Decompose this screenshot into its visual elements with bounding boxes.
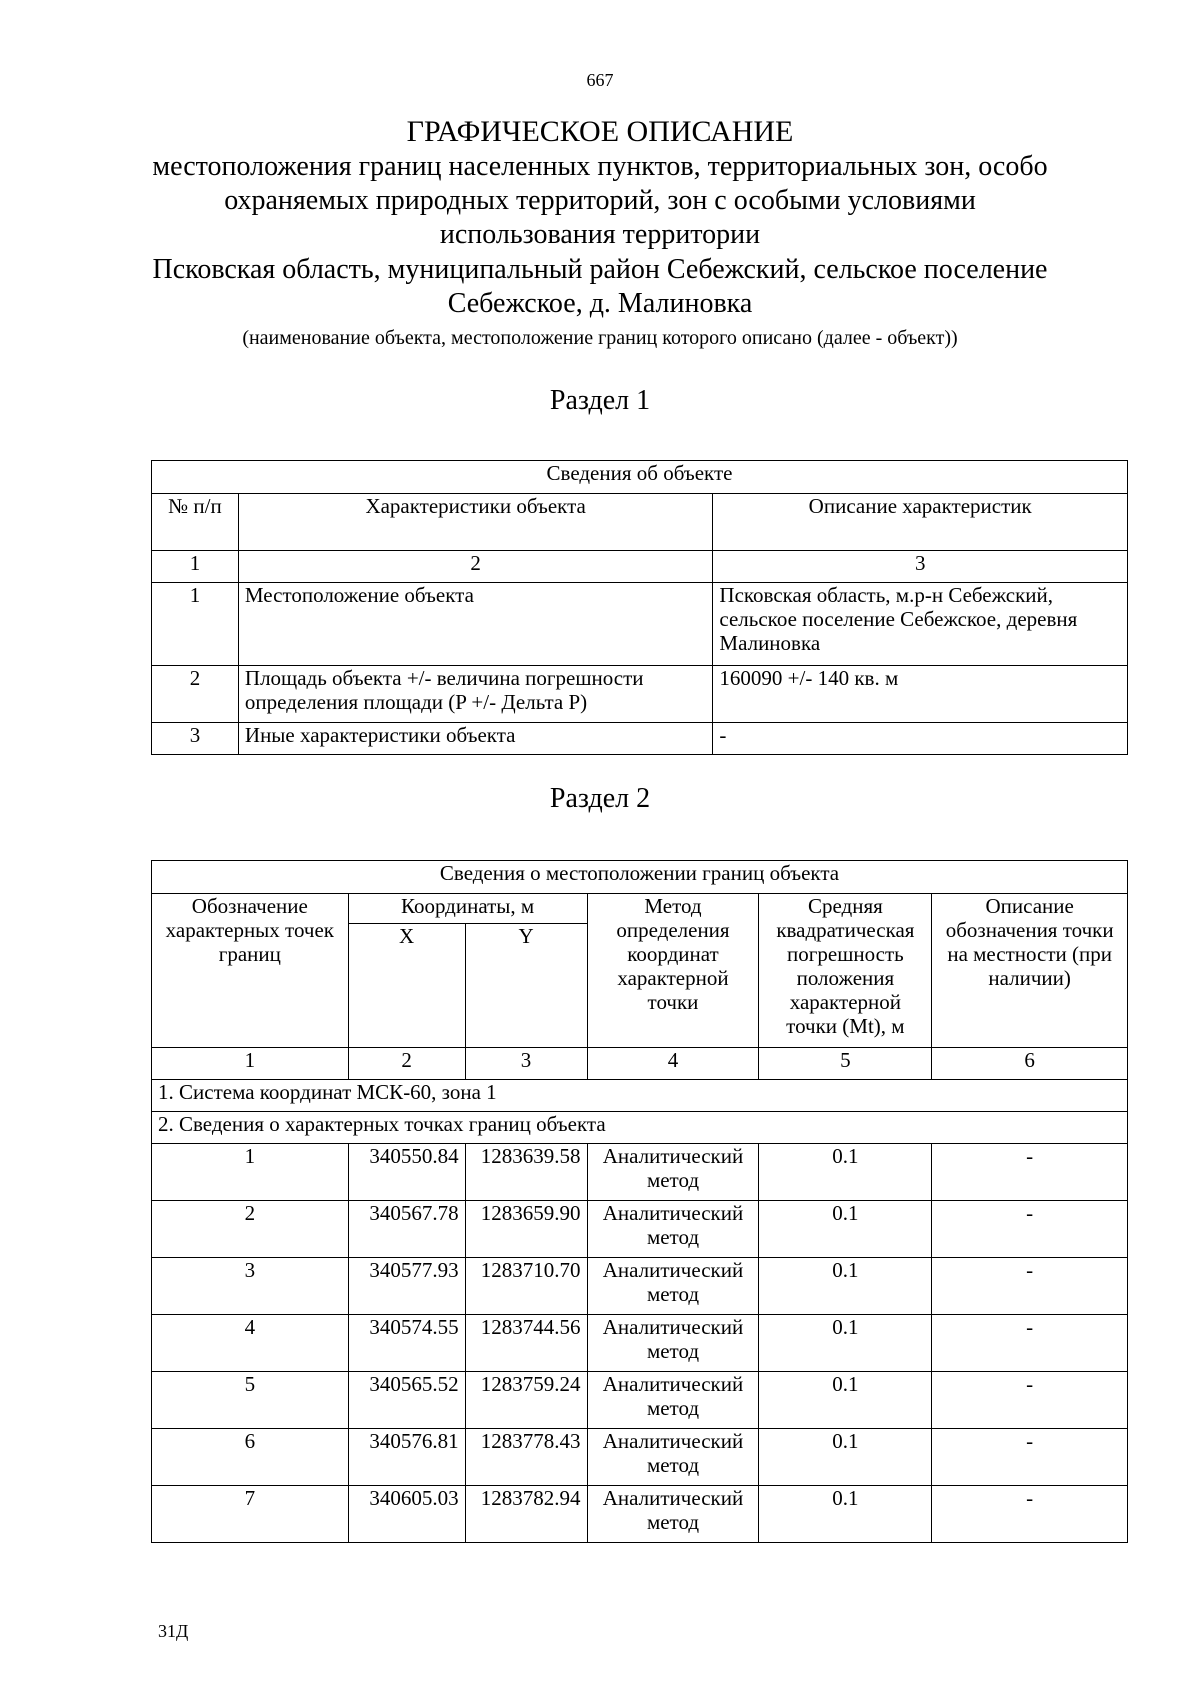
header-error: Средняя квадратическая погрешность положения характерной точки (Mt), м xyxy=(759,894,932,1048)
subtitle-line: использования территории xyxy=(439,219,761,250)
page-number: 667 xyxy=(586,70,614,90)
row-characteristic: Иные характеристики объекта xyxy=(238,723,713,755)
row-num: 1 xyxy=(152,583,239,666)
table-title: Сведения об объекте xyxy=(152,461,1128,494)
point-y: 1283744.56 xyxy=(465,1315,587,1372)
point-method: Аналитический метод xyxy=(587,1315,759,1372)
point-description: - xyxy=(932,1258,1128,1315)
point-y: 1283778.43 xyxy=(465,1429,587,1486)
point-x: 340577.93 xyxy=(348,1258,465,1315)
column-number: 1 xyxy=(152,551,239,583)
point-number: 3 xyxy=(152,1258,349,1315)
point-method: Аналитический метод xyxy=(587,1372,759,1429)
row-description: - xyxy=(713,723,1128,755)
point-error: 0.1 xyxy=(759,1258,932,1315)
point-number: 4 xyxy=(152,1315,349,1372)
row-description: Псковская область, м.р-н Себежский, сельское поселение Себежское, деревня Малиновка xyxy=(713,583,1128,666)
header-coordinates: Координаты, м xyxy=(348,894,587,924)
table-row xyxy=(152,1144,1128,1201)
point-error: 0.1 xyxy=(759,1315,932,1372)
header-y: Y xyxy=(465,924,587,1048)
header-description: Описание характеристик xyxy=(713,494,1128,551)
point-x: 340574.55 xyxy=(348,1315,465,1372)
point-description: - xyxy=(932,1372,1128,1429)
point-method: Аналитический метод xyxy=(587,1486,759,1543)
header-characteristics: Характеристики объекта xyxy=(238,494,713,551)
point-y: 1283639.58 xyxy=(465,1144,587,1201)
table-row xyxy=(152,1429,1128,1486)
row-characteristic: Местоположение объекта xyxy=(238,583,713,666)
column-number: 2 xyxy=(238,551,713,583)
column-number: 6 xyxy=(932,1048,1128,1080)
point-number: 2 xyxy=(152,1201,349,1258)
column-number: 3 xyxy=(465,1048,587,1080)
point-number: 5 xyxy=(152,1372,349,1429)
point-y: 1283759.24 xyxy=(465,1372,587,1429)
point-x: 340565.52 xyxy=(348,1372,465,1429)
column-number: 3 xyxy=(713,551,1128,583)
point-y: 1283782.94 xyxy=(465,1486,587,1543)
header-x: X xyxy=(348,924,465,1048)
point-x: 340605.03 xyxy=(348,1486,465,1543)
point-number: 1 xyxy=(152,1144,349,1201)
boundary-points-table xyxy=(151,860,1128,1543)
row-characteristic: Площадь объекта +/- величина погрешности определения площади (P +/- Дельта P) xyxy=(238,666,713,723)
table-row xyxy=(152,1315,1128,1372)
table-title: Сведения о местоположении границ объекта xyxy=(152,861,1128,894)
table-row xyxy=(152,583,1128,666)
point-error: 0.1 xyxy=(759,1429,932,1486)
point-number: 6 xyxy=(152,1429,349,1486)
point-x: 340576.81 xyxy=(348,1429,465,1486)
table-row xyxy=(152,1372,1128,1429)
point-x: 340567.78 xyxy=(348,1201,465,1258)
table-row xyxy=(152,1486,1128,1543)
point-error: 0.1 xyxy=(759,1144,932,1201)
header-num: № п/п xyxy=(152,494,239,551)
column-number: 2 xyxy=(348,1048,465,1080)
section-1-title: Раздел 1 xyxy=(549,385,651,416)
table-row xyxy=(152,666,1128,723)
object-caption: (наименование объекта, местоположение границ которого описано (далее - объект)) xyxy=(242,327,958,349)
point-method: Аналитический метод xyxy=(587,1144,759,1201)
point-method: Аналитический метод xyxy=(587,1201,759,1258)
subtitle-line: Себежское, д. Малиновка xyxy=(447,288,753,319)
point-number: 7 xyxy=(152,1486,349,1543)
point-y: 1283659.90 xyxy=(465,1201,587,1258)
point-x: 340550.84 xyxy=(348,1144,465,1201)
table-row xyxy=(152,1258,1128,1315)
column-number: 1 xyxy=(152,1048,349,1080)
object-info-table xyxy=(151,460,1128,755)
point-description: - xyxy=(932,1486,1128,1543)
subtitle-line: охраняемых природных территорий, зон с особыми условиями xyxy=(224,185,976,216)
point-description: - xyxy=(932,1144,1128,1201)
subtitle-line: местоположения границ населенных пунктов, территориальных зон, особо xyxy=(152,151,1048,182)
header-point-description: Описание обозначения точки на местности (при наличии) xyxy=(932,894,1128,1048)
column-number: 4 xyxy=(587,1048,759,1080)
row-num: 3 xyxy=(152,723,239,755)
document-title: ГРАФИЧЕСКОЕ ОПИСАНИЕ xyxy=(406,115,794,148)
subtitle-line: Псковская область, муниципальный район Себежский, сельское поселение xyxy=(152,254,1048,285)
point-error: 0.1 xyxy=(759,1201,932,1258)
point-method: Аналитический метод xyxy=(587,1258,759,1315)
table-row xyxy=(152,723,1128,755)
row-description: 160090 +/- 140 кв. м xyxy=(713,666,1128,723)
point-error: 0.1 xyxy=(759,1372,932,1429)
header-method: Метод определения координат характерной точки xyxy=(587,894,759,1048)
header-point: Обозначение характерных точек границ xyxy=(152,894,349,1048)
footer-code: 31Д xyxy=(158,1621,189,1641)
coordinate-system-row: 1. Система координат МСК-60, зона 1 xyxy=(152,1080,1128,1112)
row-num: 2 xyxy=(152,666,239,723)
section-2-title: Раздел 2 xyxy=(549,783,651,814)
point-description: - xyxy=(932,1315,1128,1372)
point-method: Аналитический метод xyxy=(587,1429,759,1486)
point-error: 0.1 xyxy=(759,1486,932,1543)
point-description: - xyxy=(932,1429,1128,1486)
point-description: - xyxy=(932,1201,1128,1258)
column-number: 5 xyxy=(759,1048,932,1080)
point-y: 1283710.70 xyxy=(465,1258,587,1315)
table-row xyxy=(152,1201,1128,1258)
points-heading-row: 2. Сведения о характерных точках границ объекта xyxy=(152,1112,1128,1144)
